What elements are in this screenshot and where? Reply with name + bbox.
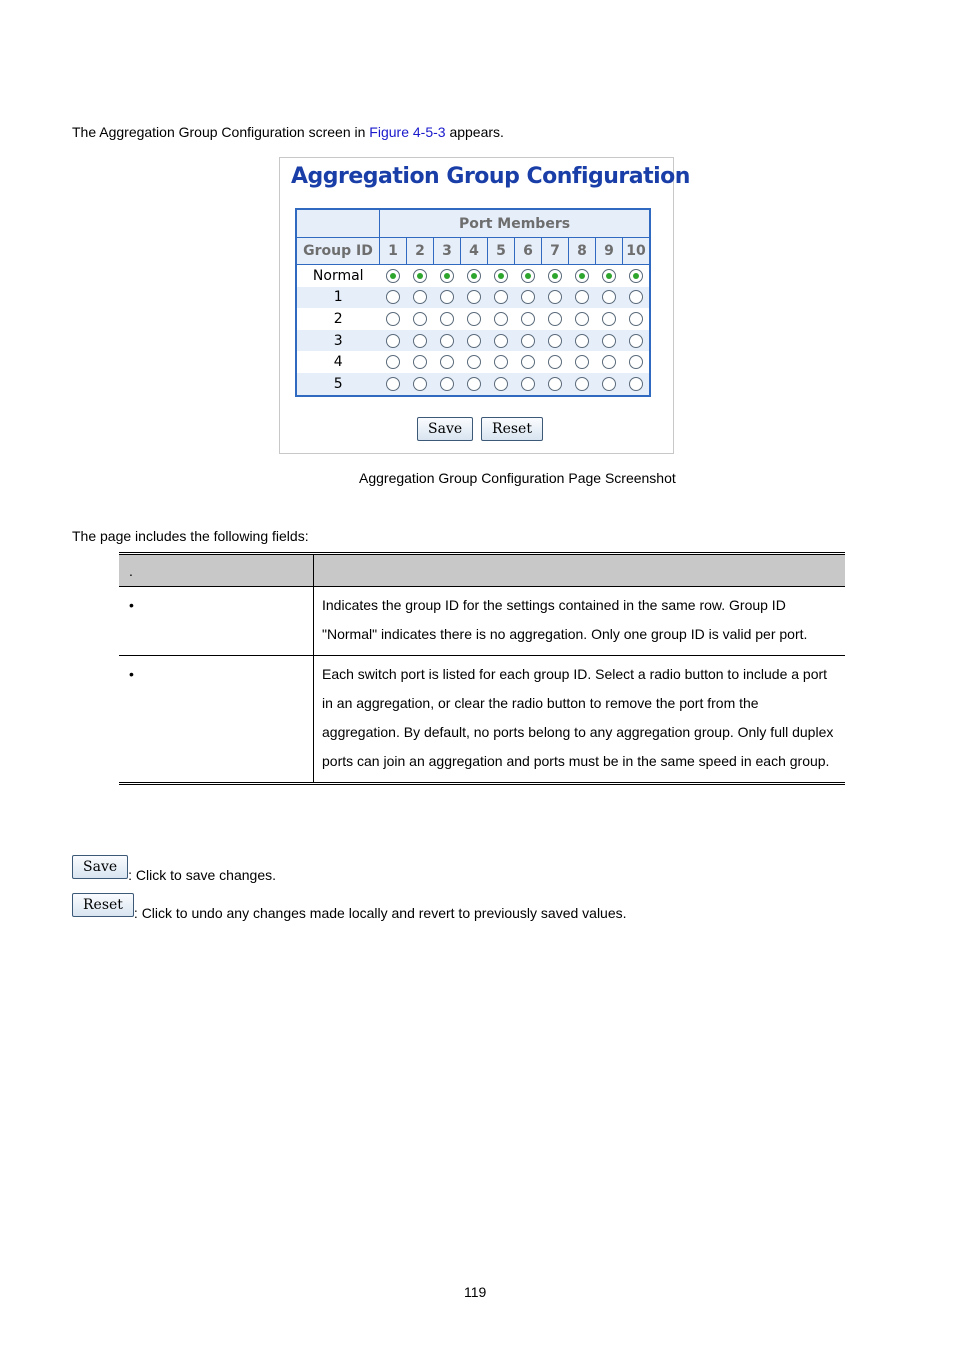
port-radio[interactable] <box>575 334 589 348</box>
port-cell <box>434 265 461 287</box>
port-cell <box>434 287 461 309</box>
reset-button-description <box>72 893 627 921</box>
port-cell <box>488 330 515 352</box>
port-header-7: 7 <box>542 238 569 265</box>
port-header-4: 4 <box>461 238 488 265</box>
port-cell <box>434 351 461 373</box>
group-row <box>296 287 650 309</box>
group-row <box>296 330 650 352</box>
port-cell <box>380 265 407 287</box>
port-cell <box>407 351 434 373</box>
port-radio[interactable] <box>440 269 454 283</box>
port-radio[interactable] <box>440 290 454 304</box>
port-radio[interactable] <box>575 269 589 283</box>
port-cell <box>623 265 651 287</box>
port-radio[interactable] <box>413 269 427 283</box>
port-header-10: 10 <box>623 238 651 265</box>
port-cell <box>623 308 651 330</box>
port-radio[interactable] <box>575 377 589 391</box>
port-radio[interactable] <box>494 355 508 369</box>
port-radio[interactable] <box>494 312 508 326</box>
group-id-label: 1 <box>296 287 380 309</box>
port-members-header: Port Members <box>380 209 651 238</box>
port-cell <box>380 308 407 330</box>
port-radio[interactable] <box>467 290 481 304</box>
group-id-label: 3 <box>296 330 380 352</box>
port-header-1: 1 <box>380 238 407 265</box>
port-cell <box>569 373 596 396</box>
port-radio[interactable] <box>602 290 616 304</box>
port-cell <box>434 330 461 352</box>
port-cell <box>488 351 515 373</box>
port-header-2: 2 <box>407 238 434 265</box>
port-radio[interactable] <box>602 312 616 326</box>
group-id-header-top <box>296 209 380 238</box>
group-id-label: 2 <box>333 310 343 327</box>
port-radio[interactable] <box>494 290 508 304</box>
port-radio[interactable] <box>467 334 481 348</box>
port-radio[interactable] <box>629 355 643 369</box>
fields-intro: The page includes the following fields: <box>72 528 309 544</box>
port-cell <box>488 287 515 309</box>
port-radio[interactable] <box>521 312 535 326</box>
port-radio[interactable] <box>440 334 454 348</box>
port-cell <box>542 308 569 330</box>
port-radio[interactable] <box>386 334 400 348</box>
port-radio[interactable] <box>602 355 616 369</box>
port-cell <box>380 287 407 309</box>
group-id-header: Group ID <box>296 238 380 265</box>
desc-bullet: • <box>129 666 134 682</box>
port-cell <box>542 265 569 287</box>
reset-button[interactable]: Reset <box>481 417 543 441</box>
port-cell <box>515 287 542 309</box>
port-radio[interactable] <box>467 269 481 283</box>
port-cell <box>596 351 623 373</box>
port-cell <box>623 373 651 396</box>
port-radio[interactable] <box>413 334 427 348</box>
port-cell <box>461 308 488 330</box>
port-radio[interactable] <box>629 290 643 304</box>
port-cell <box>380 330 407 352</box>
figure-title: Aggregation Group Configuration <box>291 164 690 189</box>
port-radio[interactable] <box>386 290 400 304</box>
port-cell <box>407 287 434 309</box>
desc-header-object: . <box>119 554 314 587</box>
port-cell <box>515 351 542 373</box>
intro-text-before: The Aggregation Group Configuration screen in <box>72 124 370 140</box>
group-row <box>296 265 650 287</box>
save-description-text: : Click to save changes. <box>128 867 276 883</box>
desc-bullet: • <box>119 587 314 656</box>
port-cell <box>596 330 623 352</box>
port-cell <box>569 287 596 309</box>
port-cell <box>407 265 434 287</box>
port-cell <box>542 287 569 309</box>
port-cell <box>461 351 488 373</box>
port-cell <box>380 351 407 373</box>
desc-text: Indicates the group ID for the settings contained in the same row. Group ID "Normal" indicates there is no aggregation. Only one group ID is valid per port. <box>314 587 846 656</box>
port-header-3: 3 <box>434 238 461 265</box>
port-cell <box>542 351 569 373</box>
port-radio[interactable] <box>440 355 454 369</box>
desc-header-description <box>314 554 846 587</box>
port-cell <box>461 330 488 352</box>
port-cell <box>461 287 488 309</box>
port-radio[interactable] <box>548 290 562 304</box>
group-id-label: Normal <box>312 267 364 284</box>
port-cell <box>623 287 651 309</box>
desc-row-port-members <box>119 656 845 784</box>
port-radio[interactable] <box>521 269 535 283</box>
group-row <box>296 351 650 373</box>
port-radio[interactable] <box>629 269 643 283</box>
port-cell <box>461 265 488 287</box>
group-id-label: 5 <box>296 373 380 396</box>
port-radio[interactable] <box>467 355 481 369</box>
port-cell <box>461 373 488 396</box>
port-radio[interactable] <box>575 312 589 326</box>
group-row <box>296 308 650 330</box>
port-cell <box>515 330 542 352</box>
port-cell <box>623 351 651 373</box>
port-radio[interactable] <box>521 334 535 348</box>
group-id-label: 4 <box>333 354 343 371</box>
port-radio[interactable] <box>575 355 589 369</box>
port-cell <box>434 308 461 330</box>
port-cell <box>596 265 623 287</box>
port-radio[interactable] <box>467 312 481 326</box>
port-cell <box>623 330 651 352</box>
port-cell <box>488 265 515 287</box>
port-cell <box>569 265 596 287</box>
port-cell <box>407 308 434 330</box>
port-radio[interactable] <box>440 312 454 326</box>
port-radio[interactable] <box>413 290 427 304</box>
port-radio[interactable] <box>602 334 616 348</box>
intro-text-after: appears. <box>445 124 504 140</box>
port-cell <box>515 265 542 287</box>
port-cell <box>569 308 596 330</box>
port-cell <box>569 351 596 373</box>
desc-row-group-id <box>119 587 845 656</box>
port-radio[interactable] <box>548 334 562 348</box>
port-radio[interactable] <box>386 355 400 369</box>
figure-caption: Aggregation Group Configuration Page Screenshot <box>359 470 676 486</box>
port-radio[interactable] <box>521 355 535 369</box>
port-header-8: 8 <box>569 238 596 265</box>
group-row <box>296 373 650 396</box>
figure-link[interactable]: Figure 4-5-3 <box>369 124 446 140</box>
port-radio[interactable] <box>575 290 589 304</box>
port-radio[interactable] <box>467 377 481 391</box>
port-cell <box>515 373 542 396</box>
port-cell <box>407 330 434 352</box>
port-cell <box>542 373 569 396</box>
port-cell <box>488 373 515 396</box>
port-cell <box>596 308 623 330</box>
port-radio[interactable] <box>548 377 562 391</box>
port-radio[interactable] <box>494 377 508 391</box>
port-radio[interactable] <box>548 355 562 369</box>
port-header-5: 5 <box>488 238 515 265</box>
port-cell <box>596 287 623 309</box>
reset-button-sample[interactable]: Reset <box>72 893 134 917</box>
port-header-9: 9 <box>596 238 623 265</box>
port-cell <box>542 330 569 352</box>
port-cell <box>407 373 434 396</box>
port-radio[interactable] <box>548 269 562 283</box>
port-radio[interactable] <box>440 377 454 391</box>
desc-text: Each switch port is listed for each group ID. Select a radio button to include a port in an aggregation, or clear the radio button to remove the port from the aggregation. By default, no ports belong to any aggregation group. Only full duplex ports can join an aggregation and ports must be in the same speed in each group. <box>314 656 846 784</box>
port-radio[interactable] <box>629 377 643 391</box>
port-radio[interactable] <box>602 269 616 283</box>
page-number: 119 <box>464 1284 487 1300</box>
screenshot-figure <box>279 157 690 454</box>
port-cell <box>569 330 596 352</box>
port-radio[interactable] <box>413 312 427 326</box>
port-radio[interactable] <box>629 334 643 348</box>
reset-description-text: : Click to undo any changes made locally and revert to previously saved values. <box>133 905 627 921</box>
port-header-6: 6 <box>515 238 542 265</box>
port-radio[interactable] <box>629 312 643 326</box>
aggregation-table <box>295 208 651 397</box>
port-radio[interactable] <box>521 290 535 304</box>
figure-buttons <box>417 417 547 441</box>
save-button-sample[interactable]: Save <box>72 855 128 879</box>
port-cell <box>380 373 407 396</box>
port-radio[interactable] <box>386 269 400 283</box>
port-radio[interactable] <box>386 312 400 326</box>
port-cell <box>515 308 542 330</box>
port-radio[interactable] <box>494 269 508 283</box>
port-radio[interactable] <box>386 377 400 391</box>
intro-paragraph <box>72 124 504 140</box>
port-radio[interactable] <box>548 312 562 326</box>
port-cell <box>434 373 461 396</box>
port-cell <box>488 308 515 330</box>
port-cell <box>596 373 623 396</box>
port-radio[interactable] <box>602 377 616 391</box>
port-radio[interactable] <box>413 355 427 369</box>
save-button[interactable]: Save <box>417 417 473 441</box>
save-button-description <box>72 855 276 883</box>
port-radio[interactable] <box>521 377 535 391</box>
port-radio[interactable] <box>494 334 508 348</box>
port-radio[interactable] <box>413 377 427 391</box>
field-description-table <box>119 552 845 785</box>
